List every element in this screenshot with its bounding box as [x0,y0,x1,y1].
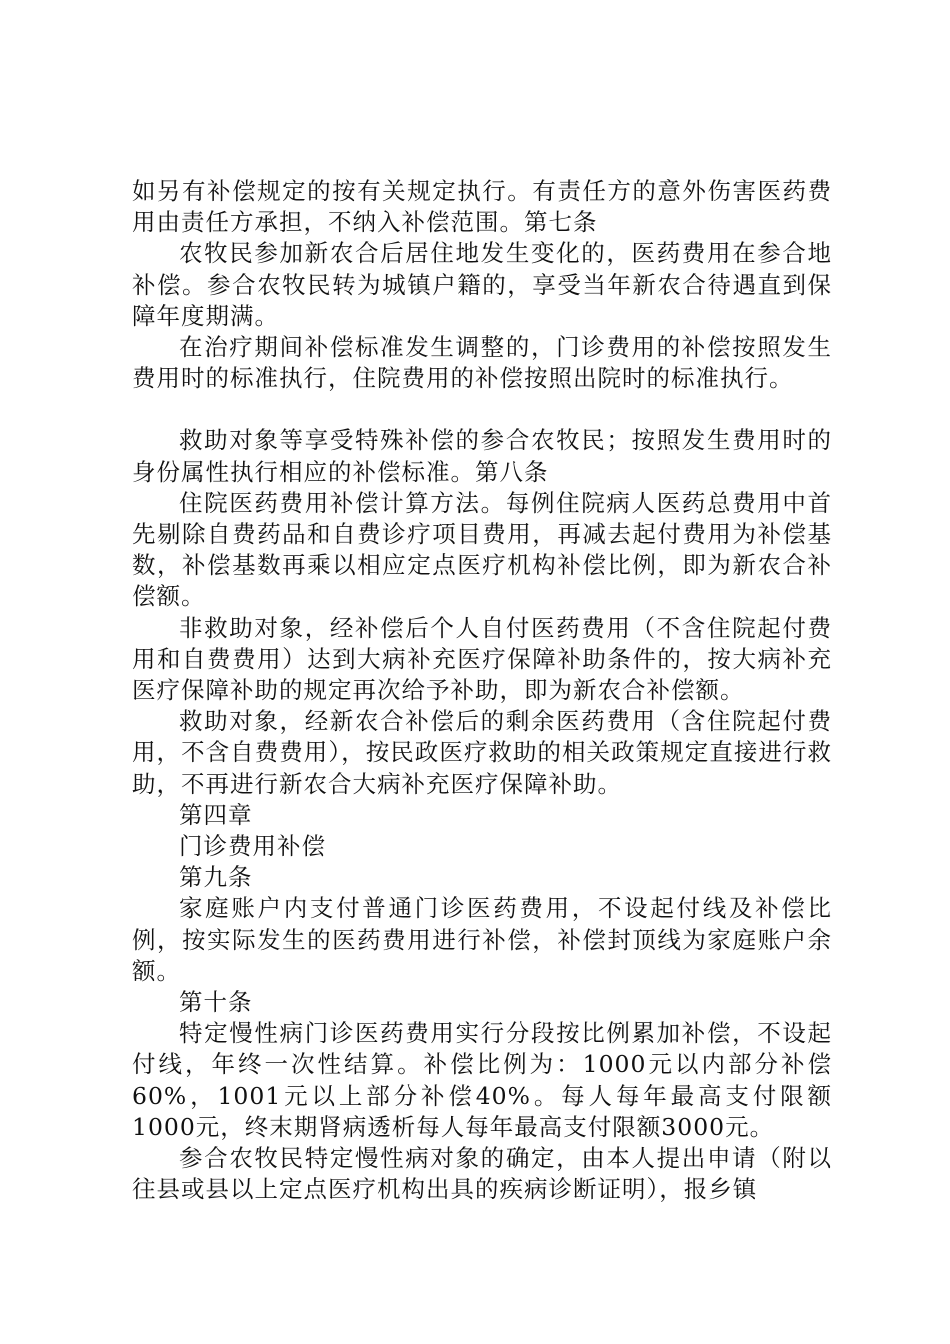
paragraph-5: 住院医药费用补偿计算方法。每例住院病人医药总费用中首先剔除自费药品和自费诊疗项目费用，再减去起付费用为补偿基数，补偿基数再乘以相应定点医疗机构补偿比例，即为新农合补偿额。 [132,488,832,611]
article-ten-heading: 第十条 [179,988,253,1017]
document-body [132,176,832,1206]
chapter-heading: 第四章 [179,800,253,829]
paragraph-7: 救助对象，经新农合补偿后的剩余医药费用（含住院起付费用，不含自费费用），按民政医疗救助的相关政策规定直接进行救助，不再进行新农合大病补充医疗保障补助。 [132,707,832,798]
paragraph-gap [132,394,832,425]
paragraph-6: 非救助对象，经补偿后个人自付医药费用（不含住院起付费用和自费费用）达到大病补充医疗保障补助条件的，按大病补充医疗保障补助的规定再次给予补助，即为新农合补偿额。 [132,613,832,705]
paragraph-article-ten: 特定慢性病门诊医药费用实行分段按比例累加补偿，不设起付线，年终一次性结算。补偿比例为：1000元以内部分补偿60%，1001元以上部分补偿40%。每人每年最高支付限额1000元，终末期肾病透析每人每年最高支付限额3000元。 [132,1019,832,1141]
article-nine-heading: 第九条 [179,863,253,892]
paragraph-last: 参合农牧民特定慢性病对象的确定，由本人提出申请（附以往县或县以上定点医疗机构出具的疾病诊断证明），报乡镇 [132,1144,832,1204]
paragraph-article-nine: 家庭账户内支付普通门诊医药费用，不设起付线及补偿比例，按实际发生的医药费用进行补偿，补偿封顶线为家庭账户余额。 [132,894,832,985]
paragraph-3: 在治疗期间补偿标准发生调整的，门诊费用的补偿按照发生费用时的标准执行，住院费用的补偿按照出院时的标准执行。 [132,333,832,393]
paragraph-2: 农牧民参加新农合后居住地发生变化的，医药费用在参合地补偿。参合农牧民转为城镇户籍的，享受当年新农合待遇直到保障年度期满。 [132,239,832,330]
paragraph-4: 救助对象等享受特殊补偿的参合农牧民；按照发生费用时的身份属性执行相应的补偿标准。第八条 [132,426,832,486]
paragraph-1: 如另有补偿规定的按有关规定执行。有责任方的意外伤害医药费用由责任方承担，不纳入补偿范围。第七条 [132,177,832,237]
chapter-title: 门诊费用补偿 [179,832,326,861]
